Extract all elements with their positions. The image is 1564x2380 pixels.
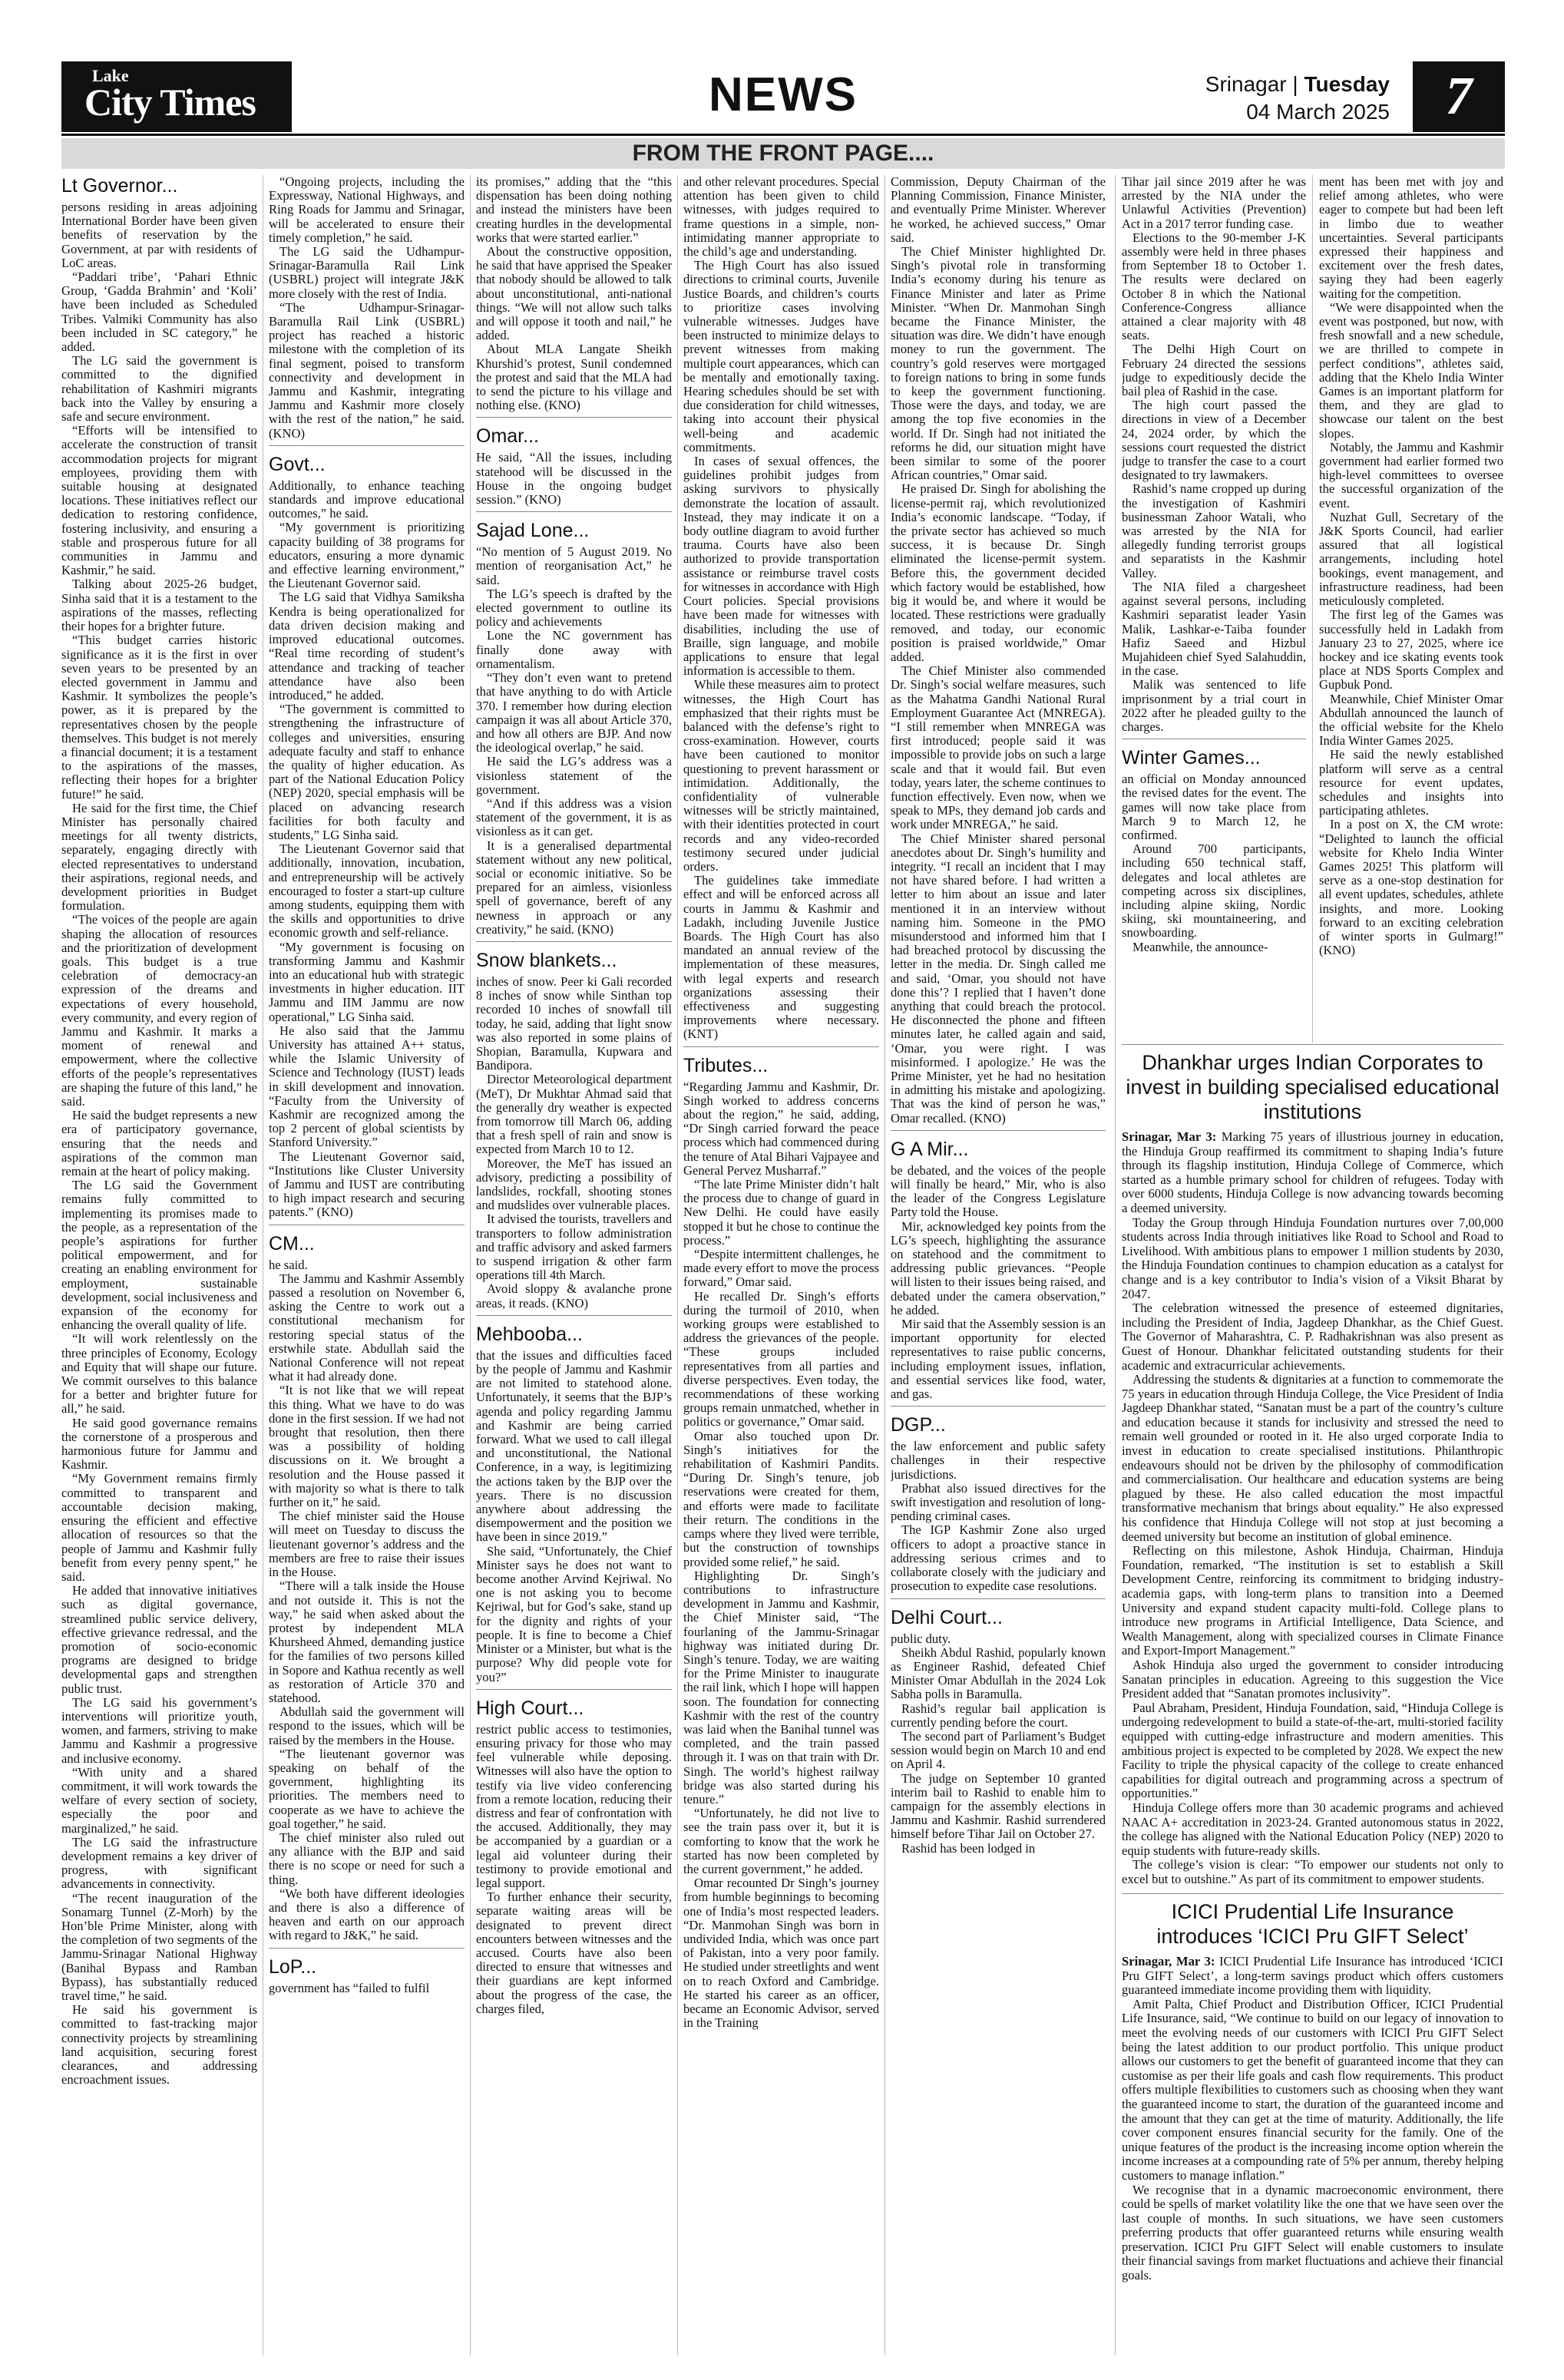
paragraph: In a post on X, the CM wrote: “Delighted to launch the official website for Khelo India Winter Games 2025! This platform will serve as a one-stop destination for all event updates, schedules, athlete insights, and more. Looking forward to an exciting celebration of winter sports in Gulmarg!” (KNO) — [1319, 817, 1503, 958]
paragraph: inches of snow. Peer ki Gali recorded 8 inches of snow while Sinthan top recorded 10 inches of snowfall till today, he said, adding that light snow was also reported in some plains of Shopian, Baramulla, Kupwara and Bandipora. — [476, 973, 672, 1073]
section-title: NEWS — [709, 68, 858, 121]
headline-lt-governor[interactable]: Lt Governor... — [61, 175, 178, 197]
paragraph: and other relevant procedures. Special attention has been given to child witnesses, with judges required to frame questions in a simple, non-intimidating manner appropriate to the child’s age and understanding. — [683, 175, 879, 259]
paragraph: The IGP Kashmir Zone also urged officers to adopt a proactive stance in addressing serious crimes and to collaborate closely with the judiciary and prosecution to expedite case resolutions. — [891, 1522, 1106, 1594]
paragraph: The judge on September 10 granted interim bail to Rashid to enable him to campaign for the assembly elections in Jammu and Kashmir. Rashid surrendered himself before Tihar Jail on October 27. — [891, 1770, 1106, 1842]
paragraph: He said the LG’s address was a visionless statement of the government. — [476, 754, 672, 797]
paragraph: “With unity and a shared commitment, it will work towards the welfare of every section of society, especially the poor and marginalized,” he said. — [61, 1764, 257, 1836]
dateline: Srinagar | Tuesday 04 March 2025 — [1205, 72, 1390, 124]
paragraph: restrict public access to testimonies, ensuring privacy for those who may feel vulnerable while deposing. Witnesses will also have the option to testify via live video conferencing from a remote location, reducing their distress and fear of confrontation with the accused. Additionally, they may be accompanied by a guardian or a legal aid volunteer during their testimony to provide emotional and legal support. — [476, 1721, 672, 1890]
paragraph: The High Court has also issued directions to criminal courts, Juvenile Justice Boards, and children’s courts to prioritize cases involving vulnerable witnesses. Judges have been instructed to minimize delays to prevent witnesses from making multiple court appearances, which can be mentally and emotionally taxing. Hearing schedules should be set with due consideration for child witnesses, taking into account their physical well-being and academic commitments. — [683, 258, 879, 455]
paragraph: “This budget carries historic significance as it is the first in over seven years to be presented by an elected government in Jammu and Kashmir. It symbolizes the people’s power, as it is prepared by the representatives chosen by the people themselves. This budget is not merely a financial document; it is a testament to the aspirations of the masses, reflecting their hopes for a brighter future!” he said. — [61, 633, 257, 802]
paragraph: He said for the first time, the Chief Minister has personally chaired meetings for all twenty districts, separately, engaging directly with elected representatives to understand their aspirations, regional needs, and development priorities in Budget formulation. — [61, 800, 257, 914]
paragraph: Moreover, the MeT has issued an advisory, predicting a possibility of landslides, rockfall, shooting stones and mudslides over vulnerable places. — [476, 1155, 672, 1213]
paragraph: Director Meteorological department (MeT), Dr Mukhtar Ahmad said that the generally dry weather is expected from tomorrow till March 06, adding that a fresh spell of rain and snow is expected from March 10 to 12. — [476, 1072, 672, 1157]
paragraph: Amit Palta, Chief Product and Distribution Officer, ICICI Prudential Life Insurance, said, “We continue to build on our legacy of innovation to meet the evolving needs of our customers with ICICI Pru GIFT Select being the latest addition to our product portfolio. This unique product allows our customers to get the benefit of guaranteed income that they can customise as per their life goals and cash flow requirements. This product offers multiple flexibilities to customers such as choosing when they want the guaranteed income to start, the duration of the guaranteed income and the amount that they can get at the time of maturity. Additionally, the life cover component ensures financial security for the family. One of the unique features of the product is the increasing income option wherein the income increases at a compounding rate of 5% per annum, thereby helping customers to manage inflation.” — [1122, 1996, 1503, 2183]
headline-lop[interactable]: LoP... — [269, 1955, 317, 1978]
story-divider — [269, 445, 465, 446]
story-divider — [1122, 1044, 1503, 1045]
story-headline[interactable]: ICICI Prudential Life Insurance introduces ‘ICICI Pru GIFT Select’ — [1156, 1900, 1469, 1948]
paragraph: Prabhat also issued directives for the swift investigation and resolution of long-pending criminal cases. — [891, 1480, 1106, 1524]
headline-tributes[interactable]: Tributes... — [683, 1054, 769, 1076]
story-divider — [891, 1598, 1106, 1599]
story-divider — [683, 1046, 879, 1047]
paragraph: public duty. — [891, 1631, 951, 1646]
column-6 — [1122, 175, 1306, 1043]
paragraph: Paul Abraham, President, Hinduja Foundation, said, “Hinduja College is undergoing redevelopment to build a state-of-the-art, multi-storied facility equipped with cutting-edge infrastructure and modern amenities. This ambitious project is expected to be completed by 2028. We expect the new Facility to triple the physical capacity of the college to create enhanced capabilities for digital outreach and programming across a spectrum of opportunities.” — [1122, 1700, 1503, 1801]
paragraph: “Despite intermittent challenges, he made every effort to move the process forward,” Omar said. — [683, 1247, 879, 1290]
story-divider — [476, 1315, 672, 1316]
paragraph: Ashok Hinduja also urged the government to consider introducing Sanatan principles in education. Agreeing to this suggestion the Vice President added that “Sanatan promotes inclusivity”. — [1122, 1657, 1503, 1701]
paragraph: Commission, Deputy Chairman of the Planning Commission, Finance Minister, and eventually Prime Minister. Wherever he worked, he achieved success,” Omar said. — [891, 175, 1106, 245]
paragraph: “Regarding Jammu and Kashmir, Dr. Singh worked to address concerns about the region,” he said, adding, “Dr Singh carried forward the peace process which had commenced during the tenure of Atal Bihari Vajpayee and General Pervez Musharraf.” — [683, 1079, 879, 1178]
paragraph: “Efforts will be intensified to accelerate the construction of transit accommodation projects for migrant employees, providing them with suitable housing at designated locations. These initiatives reflect our dedication to restoring confidence, fostering inclusivity, and ensuring a stable and prosperous future for all communities in Jammu and Kashmir,” he said. — [61, 423, 257, 578]
column-divider — [677, 175, 678, 2355]
paragraph: Elections to the 90-member J-K assembly were held in three phases from September 18 to October 1. The results were declared on October 8 in which the National Conference-Congress alliance attained a clear majority with 48 seats. — [1122, 230, 1306, 343]
paragraph: The Delhi High Court on February 24 directed the sessions judge to expeditiously decide the bail plea of Rashid in the case. — [1122, 342, 1306, 399]
paragraph: Meanwhile, the announce- — [1132, 939, 1268, 954]
headline-ga-mir[interactable]: G A Mir... — [891, 1138, 969, 1160]
paragraph: “My Government remains firmly committed to transparent and accountable decision making, ensuring the efficient and effective allocation of resources so that the people of Jammu and Kashmir fully benefit from every penny spent,” he said. — [61, 1471, 257, 1584]
paragraph: He also said that the Jammu University has attained A++ status, while the Islamic University of Science and Technology (IUST) leads in skill development and innovation. “Faculty from the University of Kashmir are recognized among the top 2 percent of global scientists by Stanford University.” — [269, 1023, 465, 1150]
date: 04 March 2025 — [1246, 100, 1390, 124]
story-dhankhar — [1122, 1050, 1503, 1887]
masthead-rule — [61, 134, 1505, 136]
story-divider — [1122, 1893, 1503, 1894]
location: Srinagar — [1205, 72, 1287, 96]
paragraph: The first leg of the Games was successfully held in Ladakh from January 23 to 27, 2025, where ice hockey and ice skating events took place at NDS Sports Complex and Gupbuk Pond. — [1319, 607, 1503, 693]
story-dateline: Srinagar, Mar 3: — [1122, 1129, 1217, 1144]
paragraph: The Lieutenant Governor said, “Institutions like Cluster University of Jammu and IUST are contributing to high impact research and securing patents.” (KNO) — [269, 1149, 465, 1220]
column-divider — [470, 175, 471, 2355]
paragraph: an official on Monday announced the revised dates for the event. The games will now take place from March 9 to March 12, he confirmed. — [1122, 772, 1306, 842]
paragraph: “The recent inauguration of the Sonamarg Tunnel (Z-Morh) by the Hon’ble Prime Minister, along with the completion of two segments of the Jammu-Srinagar National Highway (Banihal Bypass and Ramban Bypass), has substantially reduced travel time,” he said. — [61, 1890, 257, 2003]
paragraph: The LG said that Vidhya Samiksha Kendra is being operationalized for data driven decision making and improved educational outcomes. “Real time recording of student’s attendance and tracking of teacher attendance have also been introduced,” he added. — [269, 590, 465, 702]
paragraph: be debated, and the voices of the people will finally be heard,” Mir, who is also the leader of the Congress Legislature Party told the House. — [891, 1162, 1106, 1220]
paragraph: “We were disappointed when the event was postponed, but now, with fresh snowfall and a new schedule, we are thrilled to compete in perfect conditions”, athletes said, adding that the Khelo India Winter Games is an important platform for them, and they are glad to showcase our talent on the best slopes. — [1319, 299, 1503, 441]
paragraph: “Paddari tribe’, ‘Pahari Ethnic Group, ‘Gadda Brahmin’ and ‘Koli’ have been included as Scheduled Tribes. Valmiki Community has also been included in SC category,” he added. — [61, 269, 257, 355]
paragraph: “The lieutenant governor was speaking on behalf of the government, highlighting its priorities. The members need to cooperate as we have to achieve the goal together,” he said. — [269, 1746, 465, 1831]
paragraph: “The voices of the people are again shaping the allocation of resources and the prioritization of development goals. This budget is a true celebration of democracy-an expression of the dreams and expectations of every household, every community, and every region of Jammu and Kashmir. It marks a moment of renewal and empowerment, where the collective efforts of the people’s representatives are shaping the future of this land,” he said. — [61, 912, 257, 1109]
column-5 — [891, 175, 1106, 2355]
paragraph: To further enhance their security, separate waiting areas will be designated to prevent direct encounters between witnesses and the accused. Courts have also been directed to ensure that witnesses and their guardians are kept informed about the progress of the case, the charges filed, — [476, 1889, 672, 2016]
paragraph: The LG said the Government remains fully committed to implementing its promises made to the people, as a representation of the people’s aspirations for further political empowerment, and for creating an enabling environment for employment, sustainable development, social inclusiveness and expansion of the economy for enhancing the overall quality of life. — [61, 1178, 257, 1333]
paragraph: He added that innovative initiatives such as digital governance, streamlined public service delivery, effective grievance redressal, and the promotion of socio-economic programs are designed to bridge developmental gaps and strengthen public trust. — [61, 1583, 257, 1696]
paragraph: About the constructive opposition, he said that have apprised the Speaker that nobody should be allowed to talk about unconstitutional, anti-national things. “We will not allow such talks and will oppose it tooth and nail,” he added. — [476, 244, 672, 343]
paragraph: About MLA Langate Sheikh Khurshid’s protest, Sunil condemned the protest and said that the MLA had to send the picture to his village and nothing else. (KNO) — [476, 342, 672, 413]
column-4 — [683, 175, 879, 2355]
paragraph: Omar also touched upon Dr. Singh’s initiatives for the rehabilitation of Kashmiri Pandits. “During Dr. Singh’s tenure, job reservations were created for them, and efforts were made to facilitate their return. The conditions in the camps where they lived were terrible, but the construction of townships provided some relief,” he said. — [683, 1428, 879, 1569]
paragraph: “There will a talk inside the House and not outside it. This is not the way,” he said when asked about the protest by independent MLA Khursheed Ahmed, demanding justice for the families of two persons killed in Sopore and Kathua recently as well as restoration of Article 370 and statehood. — [269, 1578, 465, 1705]
column-divider — [1115, 175, 1116, 2355]
paragraph: The celebration witnessed the presence of esteemed dignitaries, including the President of India, Jagdeep Dhankhar, as the Chief Guest. The Governor of Maharashtra, C. P. Radhakrishnan was also present as Guest of Honour. Dhankhar felicitated outstanding students for their academic and extracurricular achievements. — [1122, 1301, 1503, 1373]
paragraph: Tihar jail since 2019 after he was arrested by the NIA under the Unlawful Activities (Prevention) Act in a 2017 terror funding case. — [1122, 175, 1306, 231]
paragraph: The Jammu and Kashmir Assembly passed a resolution on November 6, asking the Centre to work out a constitutional mechanism for restoring special status of the erstwhile state. Abdullah said the National Conference will not repeat what it had already done. — [269, 1271, 465, 1384]
story-divider — [891, 1406, 1106, 1407]
paragraph: The second part of Parliament’s Budget session would begin on March 10 and end on April 4. — [891, 1728, 1106, 1772]
paragraph: Nuzhat Gull, Secretary of the J&K Sports Council, had earlier assured that all logistical arrangements, including hotel bookings, event management, and infrastructure readiness, had been meticulously completed. — [1319, 509, 1503, 609]
paragraph: We recognise that in a dynamic macroeconomic environment, there could be spells of market volatility like the one that we have seen over the last couple of months. In such situations, we have seen customers preferring products that offer guaranteed returns while ensuring wealth preservation. ICICI Pru GIFT Select will enable customers to insulate their financial savings from market fluctuations and achieve their financial goals. — [1122, 2182, 1503, 2283]
paragraph: the law enforcement and public safety challenges in their respective jurisdictions. — [891, 1439, 1106, 1482]
paragraph: its promises,” adding that the “this dispensation has been doing nothing and instead the ministers have been creating hurdles in the developmental works that were started earlier.” — [476, 175, 672, 245]
paragraph: The Chief Minister highlighted Dr. Singh’s pivotal role in transforming India’s economy during his tenure as Finance Minister and later as Prime Minister. “When Dr. Manmohan Singh became the Finance Minister, the situation was dire. We didn’t have enough money to run the government. The country’s gold reserves were mortgaged to foreign nations to bring in some funds to keep the government functioning. Those were the days, and today, we are among the top five economies in the world. If Dr. Singh had not initiated the reforms he did, our situation might have been similar to some of the poorer African countries,” Omar said. — [891, 244, 1106, 483]
headline-snow-blankets[interactable]: Snow blankets... — [476, 949, 617, 971]
paragraph: Mir, acknowledged key points from the LG’s speech, highlighting the assurance on statehood and the commitment to addressing public grievances. “People will listen to their issues being raised, and debated under the camera observation,” he added. — [891, 1218, 1106, 1317]
paragraph: The Lieutenant Governor said that additionally, innovation, incubation, and entrepreneurship will be actively encouraged to foster a start-up culture among students, equipping them with the skills and opportunities to drive economic growth and self-reliance. — [269, 841, 465, 940]
paragraph: He said his government is committed to fast-tracking major connectivity projects by streamlining land acquisition, securing forest clearances, and addressing encroachment issues. — [61, 2002, 257, 2087]
paragraph: government has “failed to fulfil — [269, 1980, 430, 1995]
column-2 — [269, 175, 465, 2355]
paragraph: Highlighting Dr. Singh’s contributions to infrastructure development in Jammu and Kashmir, the Chief Minister said, “The fourlaning of the Jammu-Srinagar highway was initiated during Dr. Singh’s tenure. Today, we are waiting for the Prime Minister to inaugurate the rail link, which I hope will happen soon. The foundation for connecting Kashmir with the rest of the country was laid when the Banihal tunnel was completed, and the train passed through it. I was on that train with Dr. Singh. The world’s highest railway bridge was also started during his tenure.” — [683, 1568, 879, 1806]
paragraph: “It is not like that we will repeat this thing. What we have to do was done in the first session. If we had not brought that resolution, then there was a possibility of holding discussions on it. We brought a resolution and the House passed it with majority so what is there to talk further on it,” he said. — [269, 1383, 465, 1510]
paragraph: Malik was sentenced to life imprisonment by a trial court in 2022 after he pleaded guilty to the charges. — [1122, 677, 1306, 734]
paragraph: “The late Prime Minister didn’t halt the process due to change of guard in New Delhi. He could have easily stopped it but he chose to continue the process.” — [683, 1177, 879, 1248]
paragraph: Rashid has been lodged in — [901, 1840, 1036, 1856]
paragraph: “Unfortunately, he did not live to see the train pass over it, but it is comforting to know that the work he started has now been completed by the current government,” he added. — [683, 1806, 879, 1876]
paragraph: “Ongoing projects, including the Expressway, National Highways, and Ring Roads for Jammu and Srinagar, will be accelerated to ensure their timely completion,” he said. — [269, 175, 465, 245]
paragraph: Abdullah said the government will respond to the issues, which will be raised by the members in the House. — [269, 1704, 465, 1747]
headline-sajad-lone[interactable]: Sajad Lone... — [476, 520, 590, 542]
paragraph: He said good governance remains the cornerstone of a prosperous and harmonious future for Jammu and Kashmir. — [61, 1415, 257, 1473]
paragraph: He said the newly established platform will serve as a central resource for event updates, schedules and insights into participating athletes. — [1319, 747, 1503, 818]
paragraph: The high court passed the directions in view of a December 24, 2024 order, by which the sessions court requested the district judge to transfer the case to a court designated to try lawmakers. — [1122, 398, 1306, 483]
story-divider — [476, 511, 672, 512]
paragraph: Notably, the Jammu and Kashmir government had earlier formed two high-level committees to oversee the successful organization of the event. — [1319, 439, 1503, 511]
day: Tuesday — [1304, 72, 1390, 96]
paragraph: The chief minister also ruled out any alliance with the BJP and said there is no scope or need for such a thing. — [269, 1830, 465, 1887]
headline-mehbooba[interactable]: Mehbooba... — [476, 1323, 583, 1345]
story-divider — [476, 1689, 672, 1690]
paragraph: “They don’t even want to pretend that have anything to do with Article 370. I remember how during election campaign it was all about Article 370, and how all others are BJP. And now the ideological overlap,” he said. — [476, 670, 672, 755]
paragraph: Additionally, to enhance teaching standards and improve educational outcomes,” he said. — [269, 478, 465, 521]
paragraph: She said, “Unfortunately, the Chief Minister says he does not want to become another Arvind Kejriwal. No one is not asking you to become Kejriwal, but for God’s sake, stand up for the dignity and rights of your people. It is fine to become a Chief Minister or a Minister, but what is the purpose? Why did people vote for you?” — [476, 1543, 672, 1684]
paragraph: It advised the tourists, travellers and transporters to follow administration and traffic advisory and asked farmers to suspend irrigation & other farm operations till 4th March. — [476, 1211, 672, 1283]
paragraph: Avoid sloppy & avalanche prone areas, it reads. (KNO) — [476, 1281, 672, 1311]
paragraph: Sheikh Abdul Rashid, popularly known as Engineer Rashid, defeated Chief Minister Omar Abdullah in the 2024 Lok Sabha polls in Baramulla. — [891, 1645, 1106, 1702]
paragraph: He said, “All the issues, including statehood will be discussed in the House in the ongoing budget session.” (KNO) — [476, 450, 672, 507]
paragraph: It is a generalised departmental statement without any new political, social or economic initiative. So be prepared for an aimless, visionless spell of governance, bereft of any newness in approach or any creativity,” he said. (KNO) — [476, 838, 672, 937]
paragraph: ment has been met with joy and relief among athletes, who were eager to compete but had been left in limbo due to weather uncertainties. Several participants expressed their happiness and excitement over the fresh dates, saying they had been eagerly waiting for the competition. — [1319, 175, 1503, 301]
masthead — [61, 61, 1505, 132]
paragraph: “My government is focusing on transforming Jammu and Kashmir into an educational hub with strategic investments in higher education. IIT Jammu and IIM Jammu are now operational,” LG Sinha said. — [269, 939, 465, 1024]
headline-dgp[interactable]: DGP... — [891, 1414, 946, 1436]
paragraph: “We both have different ideologies and there is also a difference of heaven and earth on our approach with regard to J&K,” he said. — [269, 1886, 465, 1943]
story-divider — [269, 1948, 465, 1949]
paragraph: “No mention of 5 August 2019. No mention of reorganisation Act,” he said. — [476, 544, 672, 587]
story-icici — [1122, 1899, 1503, 2360]
column-7 — [1319, 175, 1503, 1043]
logo-main-text: City Times — [84, 81, 256, 124]
paragraph-text: ICICI Prudential Life Insurance has introduced ‘ICICI Pru GIFT Select’, a long-term savings product which offers customers guaranteed immediate income providing them with liquidity. — [1122, 1954, 1503, 1998]
paragraph: Hinduja College offers more than 30 academic programs and achieved NAAC A+ accreditation in 2023-24. Granted autonomous status in 2022, the college has aligned with the National Education Policy (NEP) 2020 to equip students with future-ready skills. — [1122, 1800, 1503, 1858]
paragraph: “My government is prioritizing capacity building of 38 programs for educators, ensuring a more dynamic and effective learning environment,” the Lieutenant Governor said. — [269, 520, 465, 591]
paragraph: Rashid’s name cropped up during the investigation of Kashmiri businessman Zahoor Watali, who was arrested by the NIA for allegedly funding terrorist groups and separatists in the Kashmir Valley. — [1122, 481, 1306, 580]
paragraph: that the issues and difficulties faced by the people of Jammu and Kashmir are not limited to statehood alone. Unfortunately, it seems that the BJP’s agenda and policy regarding Jammu and Kashmir are being carried forward. What we used to call illegal and unconstitutional, the National Conference, in a way, is legitimizing the actions taken by the BJP over the years. There is no discussion anywhere about addressing the disempowerment and the position we have been in since 2019.” — [476, 1347, 672, 1545]
paragraph: Addressing the students & dignitaries at a function to commemorate the 75 years in education through Hinduja College, the Vice President of India Jagdeep Dhankhar stated, “Sanatan must be a part of the country’s culture and education because it stands for inclusivity and stressed the need to remain well grounded or rooted in it. He also urged corporate India to invest in education to create specialised institutions. Philanthropic endeavours should not be driven by the philosophy of commodification and commercialisation. Our healthcare and education systems are being plagued by these. He also called education the most impactful transformative mechanism that brings about equality.” He also expressed his confidence that Hinduja College will not stop at just becoming a deemed university but become an institution of global eminence. — [1122, 1372, 1503, 1544]
paragraph-text: Marking 75 years of illustrious journey in education, the Hinduja Group reaffirmed its commitment to shaping India’s future through its flagship institution, Hinduja College of Commerce, which started as a humble primary school for children of refugees. Today with over 6000 students, Hinduja College is now advancing towards becoming a deemed university. — [1122, 1129, 1503, 1215]
paragraph: “And if this address was a vision statement of the government, it is as visionless as it can get. — [476, 795, 672, 839]
paragraph: The LG said the government is committed to the dignified rehabilitation of Kashmiri migrants back into the Valley by ensuring a safe and secure environment. — [61, 353, 257, 425]
paragraph: Mir said that the Assembly session is an important opportunity for elected representatives to raise public concerns, including employment issues, inflation, and essential services like food, water, and gas. — [891, 1317, 1106, 1402]
paragraph: The Chief Minister shared personal anecdotes about Dr. Singh’s humility and integrity. “I recall an incident that I may not have shared before. I had written a letter to him about an issue and later mentioned it in an interview without naming him. Someone in the PMO misunderstood and informed him that I had breached protocol by discussing the letter in the media. Dr. Singh called me and said, ‘Omar, you should not have done this’? I replied that I haven’t done anything that could breach the protocol. He disconnected the phone and fifteen minutes later, he called again and said, ‘Omar, you were right. I was misinformed. I apologize.’ He was the Prime Minister, yet he had no hesitation in admitting his mistake and apologizing. That was the kind of person he was,” Omar recalled. (KNO) — [891, 831, 1106, 1126]
paragraph: The LG said his government’s interventions will prioritize youth, women, and farmers, striving to make Jammu and Kashmir a progressive and inclusive economy. — [61, 1694, 257, 1766]
paragraph — [1122, 1130, 1503, 1216]
paragraph: The guidelines take immediate effect and will be enforced across all courts in Jammu & Kashmir and Ladakh, including Juvenile Justice Boards. The High Court has also mandated an annual review of the implementation of these measures, with legal experts and research organizations assessing their effectiveness and suggesting improvements where necessary. (KNT) — [683, 873, 879, 1042]
story-divider — [476, 417, 672, 418]
paragraph: Lone the NC government has finally done away with ornamentalism. — [476, 628, 672, 671]
paragraph: The LG’s speech is drafted by the elected government to outline its policy and achievements — [476, 586, 672, 630]
paragraph: The Chief Minister also commended Dr. Singh’s social welfare measures, such as the Mahatma Gandhi National Rural Employment Guarantee Act (MNREGA). “I still remember when MNREGA was first introduced; people said it was impossible to provide jobs on such a large scale and that it would fail. But even today, years later, the scheme continues to function effectively. Even now, when we speak to MPs, they demand job cards and work under MNREGA,” he said. — [891, 663, 1106, 832]
story-divider — [476, 941, 672, 942]
page-number: 7 — [1413, 61, 1505, 132]
story-divider — [891, 1130, 1106, 1131]
section-banner: FROM THE FRONT PAGE.... — [61, 138, 1505, 169]
paragraph: Meanwhile, Chief Minister Omar Abdullah announced the launch of the official website for the Khelo India Winter Games 2025. — [1319, 691, 1503, 749]
headline-delhi-court[interactable]: Delhi Court... — [891, 1606, 1003, 1628]
paragraph: Reflecting on this milestone, Ashok Hinduja, Chairman, Hinduja Foundation, remarked, “The institution is set to establish a Skill Development Centre, reinforcing its commitment to bridging industry-academia gaps, with long-term plans to transition into a Deemed University and expand student capacity multi-fold. College plans to introduce new programs in Artificial Intelligence, Data Science, and Wealth Management, along with specialized courses in Climate Finance and Export-Import Management.” — [1122, 1543, 1503, 1658]
paragraph: “The government is committed to strengthening the infrastructure of colleges and universities, ensuring adequate faculty and staff to enhance the quality of higher education. As part of the National Education Policy (NEP) 2020, special emphasis will be placed on advancing research facilities for both faculty and students,” LG Sinha said. — [269, 702, 465, 842]
paragraph: Omar recounted Dr Singh’s journey from humble beginnings to becoming one of India’s most respected leaders. “Dr. Manmohan Singh was born in undivided India, which was once part of Pakistan, into a very poor family. He studied under streetlights and went on to reach Oxford and Cambridge. He started his career as an officer, became an Economic Advisor, served in the Training — [683, 1876, 879, 2031]
paragraph — [1122, 1955, 1503, 1998]
story-dateline: Srinagar, Mar 3: — [1122, 1954, 1215, 1968]
paragraph: he said. — [269, 1257, 308, 1272]
headline-omar[interactable]: Omar... — [476, 425, 539, 448]
paragraph: Talking about 2025-26 budget, Sinha said that it is a testament to the aspirations of the masses, reflecting their hopes for a brighter future. — [61, 577, 257, 634]
headline-high-court[interactable]: High Court... — [476, 1697, 584, 1719]
paragraph: “It will work relentlessly on the three principles of Economy, Ecology and Equity that will shape our future. We commit ourselves to this balance for a better and brighter future for all,” he said. — [61, 1331, 257, 1416]
column-1 — [61, 175, 257, 2355]
paragraph: The college’s vision is clear: “To empower our students not only to excel but to outshine.” As part of its commitment to empower students. — [1122, 1857, 1503, 1886]
headline-winter-games[interactable]: Winter Games... — [1122, 747, 1261, 769]
paragraph: The LG said the infrastructure development remains a key driver of progress, with significant advancements in connectivity. — [61, 1834, 257, 1892]
paragraph: He praised Dr. Singh for abolishing the license-permit raj, which revolutionized India’s economic landscape. “Today, if the private sector has achieved so much success, it is because Dr. Singh eliminated the license-permit system. Before this, the government decided which factory would be established, how big it would be, and where it would be located. These restrictions were gradually removed, and today, our economic position is praised worldwide,” Omar added. — [891, 481, 1106, 664]
paragraph: Today the Group through Hinduja Foundation nurtures over 7,00,000 students across India through initiatives like Road to School and Road to Livelihood. With ambitious plans to empower 1 million students by 2030, the Hinduja Foundation continues to champion education as a catalyst for change and is a key contributor to India’s vision of a Viksit Bharat by 2047. — [1122, 1215, 1503, 1301]
paragraph: He said the budget represents a new era of participatory governance, ensuring that the needs and aspirations of the common man remain at the heart of policy making. — [61, 1108, 257, 1179]
paragraph: Around 700 participants, including 650 technical staff, delegates and local athletes are competing across six disciplines, including alpine skiing, Nordic skiing, ski mountaineering, and snowboarding. — [1122, 841, 1306, 940]
paragraph: In cases of sexual offences, the guidelines prohibit judges from asking survivors to physically demonstrate the location of assault. Instead, they may indicate it on a body outline diagram to avoid further trauma. Courts have also been authorized to provide transportation assistance or reimburse travel costs for witnesses in accordance with High Court policies. Special provisions have been made for witnesses with disabilities, including the use of Braille, sign language, and mobile applications to ensure that legal information is accessible to them. — [683, 454, 879, 679]
logo-top-text: Lake — [92, 66, 129, 85]
column-divider — [1312, 175, 1313, 1043]
column-3 — [476, 175, 672, 2355]
paragraph: He recalled Dr. Singh’s efforts during the turmoil of 2010, when working groups were established to address the grievances of the people. “These groups included representatives from all parties and diverse perspectives. Even today, the recommendations of these working groups remain unmatched, whether in politics or governance,” Omar said. — [683, 1288, 879, 1430]
paragraph: While these measures aim to protect witnesses, the High Court has emphasized that their rights must be balanced with the defense’s right to cross-examination. However, courts have been cautioned to monitor questioning to prevent harassment or intimidation. Additionally, the confidentiality of vulnerable witnesses will be strictly maintained, with their identities protected in court records and any video-recorded testimony secured under judicial orders. — [683, 677, 879, 874]
story-headline[interactable]: Dhankhar urges Indian Corporates to invest in building specialised educational institutions — [1126, 1051, 1500, 1123]
headline-cm[interactable]: CM... — [269, 1232, 315, 1254]
paragraph: Rashid’s regular bail application is currently pending before the court. — [891, 1701, 1106, 1730]
paragraph: The NIA filed a chargesheet against several persons, including Kashmiri separatist leader Yasin Malik, Lashkar-e-Taiba founder Hafiz Saeed and Hizbul Mujahideen chief Syed Salahuddin, in the case. — [1122, 579, 1306, 679]
paragraph: The chief minister said the House will meet on Tuesday to discuss the lieutenant governor’s address and the members are free to raise their issues in the House. — [269, 1509, 465, 1580]
paragraph: “The Udhampur-Srinagar-Baramulla Rail Link (USBRL) project has reached a historic milestone with the completion of its final segment, poised to transform connectivity and development in Jammu and Kashmir, integrating Jammu and Kashmir more closely with the rest of the nation,” he said. (KNO) — [269, 299, 465, 441]
headline-govt[interactable]: Govt... — [269, 453, 326, 475]
paragraph: The LG said the Udhampur-Srinagar-Baramulla Rail Link (USBRL) project will integrate J&K more closely with the rest of India. — [269, 244, 465, 301]
paragraph: persons residing in areas adjoining International Border have been given benefits of reservation by the Government, at par with residents of LoC areas. — [61, 200, 257, 270]
